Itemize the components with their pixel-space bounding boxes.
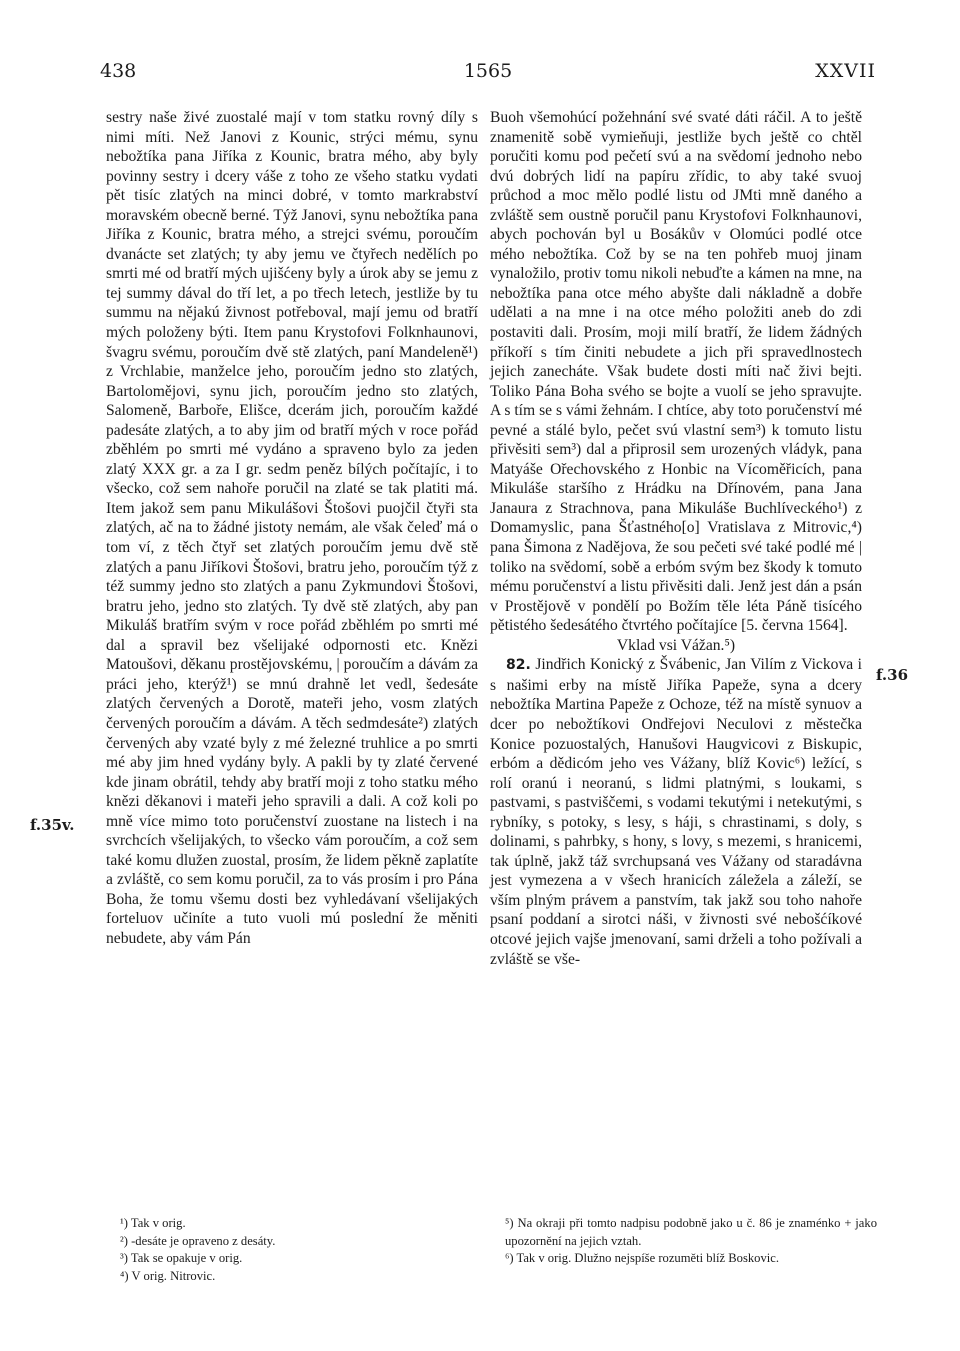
page-number-roman: XXVII <box>815 60 876 82</box>
closing-note: Vklad vsi Vážan.⁵) <box>616 636 736 654</box>
footnote-4: ⁴) V orig. Nitrovic. <box>120 1268 216 1283</box>
footnote-1: ¹) Tak v orig. <box>120 1216 186 1230</box>
year-heading: 1565 <box>463 60 513 82</box>
footnotes-right <box>505 1215 877 1268</box>
entry-text: Jindřich Konický z Švábenic, Jan Vilím z Vickova i s našimi erby na místě Jiříka Papeže, syna a dcery nebožtíka Martina Papeže z Ochoze, též na místě synuov a dcer po nebožtíkovi Ondřejovi Neculovi z městečka Konice pozuostalých, Hanušovi Haugvicovi z Biskupic, erbóm a dědicóm jeho ves Vážany, blíž Kovic⁶) ležící, s rolí oranú i neoranú, s lidmi platnými, s loukami, s pastvami, s pastviščemi, s vodami tekutými i netekutými, s rybníky, s potoky, s lesy, s háji, s chrastinami, s doly, s dolinami, s pahrbky, s hony, s lovy, s mezemi, s hranicemi, tak úplně, jakž táž svrchupsaná ves Vážany od staradávna jest vymezena a v všech hranicích záležela a záleží, se vším plným právem a panstvím, tak jakž sou toho nahoře psaní poddaní a sirotci náši, v živnosti své nebošćíkové otcové jejich vajše jmenovaní, sami drželi a toho požívali a zvláště se vše- <box>490 656 862 968</box>
footnote-2: ²) -desáte je opraveno z desáty. <box>120 1233 276 1248</box>
folio-mark-right: f.36 <box>876 666 909 684</box>
page-number-left: 438 <box>100 60 137 82</box>
footnote-3: ³) Tak se opakuje v orig. <box>120 1251 243 1265</box>
folio-mark-left: f.35v. <box>30 816 75 834</box>
right-paragraph-1: Buoh všemohúcí požehnání své svaté dáti ráčil. A to ještě znamenitě sobě vymieňuji, jestliže bych ještě co chtěl poručiti komu pod pečetí svú a na svědomí jednoho nebo dvú dobrých lidí na papíru zřídic, to aby také svuoj průchod a moc mělo podlé listu od JMti mně daného a zvláště sem oustně poručil panu Krystofovi Folknhaunovi, abych pochován byl u Bosákův v Olomúci podlé otce mého nebožtíka. Což by se na ten pohřeb muoj jinam vynaložilo, protiv tomu nikoli nebuďte a kámen na mne, na nebožtíka pana otce mého abyšte dali nákladně a dobře udělati a na mne i na otce mého položiti aneb do zdi postaviti dali. Prosím, moji milí bratří, že lidem žádných příkoří s tím činiti nebudete a jich při spravedlnostech jejich zanecháte. Však budete dosti míti nač živi bejti. Toliko Pána Boha svého se bojte a vuolí se jeho spravujte. A s tím se s vámi žehnám. I chtíce, aby toto poručenství mé pevné a stálé bylo, pečet svú vlastní sem³) k tomuto listu přivěsiti sem³) dal a připrosil sem urozených vládyk, pana Matyáše Ořechovského z Honbic na Vícoměřicích, pana Mikuláše staršího z Hrádku na Dřínovém, pana Jana Janaura z Strachnova, pana Mikuláše Buchlíveckého¹) z Domamyslic, pana Šťastného[o] Vratislava z Mitrovic,⁴) pana Šimona z Nadějova, že sou pečeti své také podlé mé | toliko na svědomí, sobě a erbóm svým bez škody k tomuto mému poručenství a listu přivěsiti dali. Jenž jest dán a psán v Prostějově v pondělí po Božím těle léta Páně tisícého pětistého šedesátého čtvrtého počítajíce [5. června 1564]. <box>490 109 862 635</box>
entry-82 <box>490 655 862 969</box>
footnote-6: ⁶) Tak v orig. Dlužno nejspíše rozuměti blíž Boskovic. <box>505 1251 779 1265</box>
entry-number: 82. <box>506 657 531 674</box>
left-column-text: sestry naše živé zuostalé mají v tom statku rovný díly s nimi míti. Než Janovi z Kounic, strýci mému, synu nebožtíka pana Jiříka z Kounic, bratra mého, aby byly povinny sestry i dcery váše z toho ze všeho statku vydati pět tisíc zlatých na minci dobré, v tomto markrabství moravském obecně berné. Týž Janovi, synu nebožtíka pana Jiříka z Kounic, bratra mého, a strejci svému, poroučím dvanácte set zlatých; ty aby jemu ve čtyřech nedělích po smrti mé od bratří mých ujišćeny byly a úrok aby se jemu z tej summy dával do tří let, a po třech letech, jestliže by tu summu na nějakú živnost potřeboval, mají jemu od bratří mých položeny býti. Item panu Krystofovi Folknhaunovi, švagru svému, poroučím dvě stě zlatých, paní Mandeleně¹) z Vrchlabie, manželce jeho, poroučím jedno sto zlatých, Bartolomějovi, synu jich, poroučím jedno sto zlatých, Salomeně, Barboře, Elišce, dcerám jich, poroučím každé padesáte zlatých, a to aby jim od bratří mých v roce pořád zběhlém po smrti mé vydáno a spraveno bylo za jeden zlatý XXX gr. a za I gr. sedm peněz bílých počítajíc, i to všecko, což sem nahoře poručil na zlaté se tak platiti má. Item jakož sem panu Mikulášovi Štošovi puojčil čtyři sta zlatých, ač na to žádné jistoty nemám, ale však čeleď má o tom ví, z těch čtyř set zlatých poroučím jemu dvě stě zlatých a panu Jiříkovi Štošovi, bratru jeho, poroučím týž z též summy jedno sto zlatých a panu Zykmundovi Štošovi, bratru jeho, jedno sto zlatých. Ty dvě stě zlatých, aby pan Mikuláš bratřím svým v roce pořád zběhlém po smrti mé dal a spravil bez všelijaké odpornosti etc. Knězi Matoušovi, děkanu prostějovskému, | poroučím a dávám za práci jeho, kterýž¹) se mnú drahně let vedl, šedesáte zlatých červených a Dorotě, mateři jeho, vosm zlatých červených poroučím a dávám. A těch sedmdesáte²) zlatých červených aby vzaté byly z mé železné truhlice a po smrti mé aby jim hned vydány byly. A pakli by ty zlaté červené kde jinam obrátil, tehdy aby bratří moji z toho statku mého knězi děkanovi i mateři jeho spravili a dali. A což koli po mně více mimo toto poručenství zuostane na listech i na svrchcích všelijakých, to všecko vám poroučím, a což sem také komu dlužen zuostal, prosím, že lidem pěkně zaplatíte a zvláště, co sem komu poručil, za to vás prosím i pro Pána Boha, že tomu všemu dosti bez vyhledávaní všelijakých forteluov učiníte a tuto vuoli mú poslední že měniti nebudete, aby vám Pán <box>106 109 478 947</box>
page-header <box>100 60 876 90</box>
right-text-column <box>490 108 862 969</box>
footnote-5: ⁵) Na okraji při tomto nadpisu podobně jako u č. 86 je znaménko + jako upozornění na jejich vztah. <box>505 1216 877 1248</box>
footnotes-left <box>120 1215 460 1285</box>
left-text-column <box>106 108 478 949</box>
